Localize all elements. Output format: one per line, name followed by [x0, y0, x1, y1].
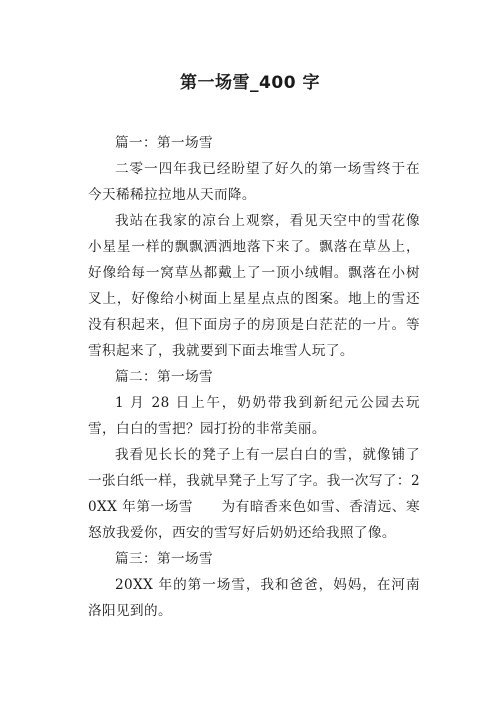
paragraph: 我看见长长的凳子上有一层白白的雪，就像铺了一张白纸一样，我就早凳子上写了字。我一次写了：20XX 年第一场雪 为有暗香来色如雪、香清远、寒怒放我爱你，西安的雪写好后奶奶还给我照了像。 — [88, 447, 420, 541]
document-title: 第一场雪_400 字 — [180, 73, 320, 93]
section-heading-3: 篇三：第一场雪 — [115, 551, 213, 567]
paragraph: 20XX 年的第一场雪，我和爸爸，妈妈，在河南洛阳见到的。 — [88, 577, 420, 619]
document-body — [88, 130, 420, 624]
section-heading-1: 篇一：第一场雪 — [115, 135, 213, 151]
paragraph: 1 月 28 日上午，奶奶带我到新纪元公园去玩雪，白白的雪把？园打扮的非常美丽。 — [88, 395, 420, 437]
paragraph: 我站在我家的凉台上观察，看见天空中的雪花像小星星一样的飘飘洒洒地落下来了。飘落在草丛上，好像给每一窝草丛都戴上了一顶小绒帽。飘落在小树叉上，好像给小树面上星星点点的图案。地上的雪还没有积起来，但下面房子的房顶是白茫茫的一片。等雪积起来了，我就要到下面去堆雪人玩了。 — [88, 213, 420, 359]
paragraph: 二零一四年我已经盼望了好久的第一场雪终于在今天稀稀拉拉地从天而降。 — [88, 161, 420, 203]
section-heading-2: 篇二：第一场雪 — [115, 369, 213, 385]
